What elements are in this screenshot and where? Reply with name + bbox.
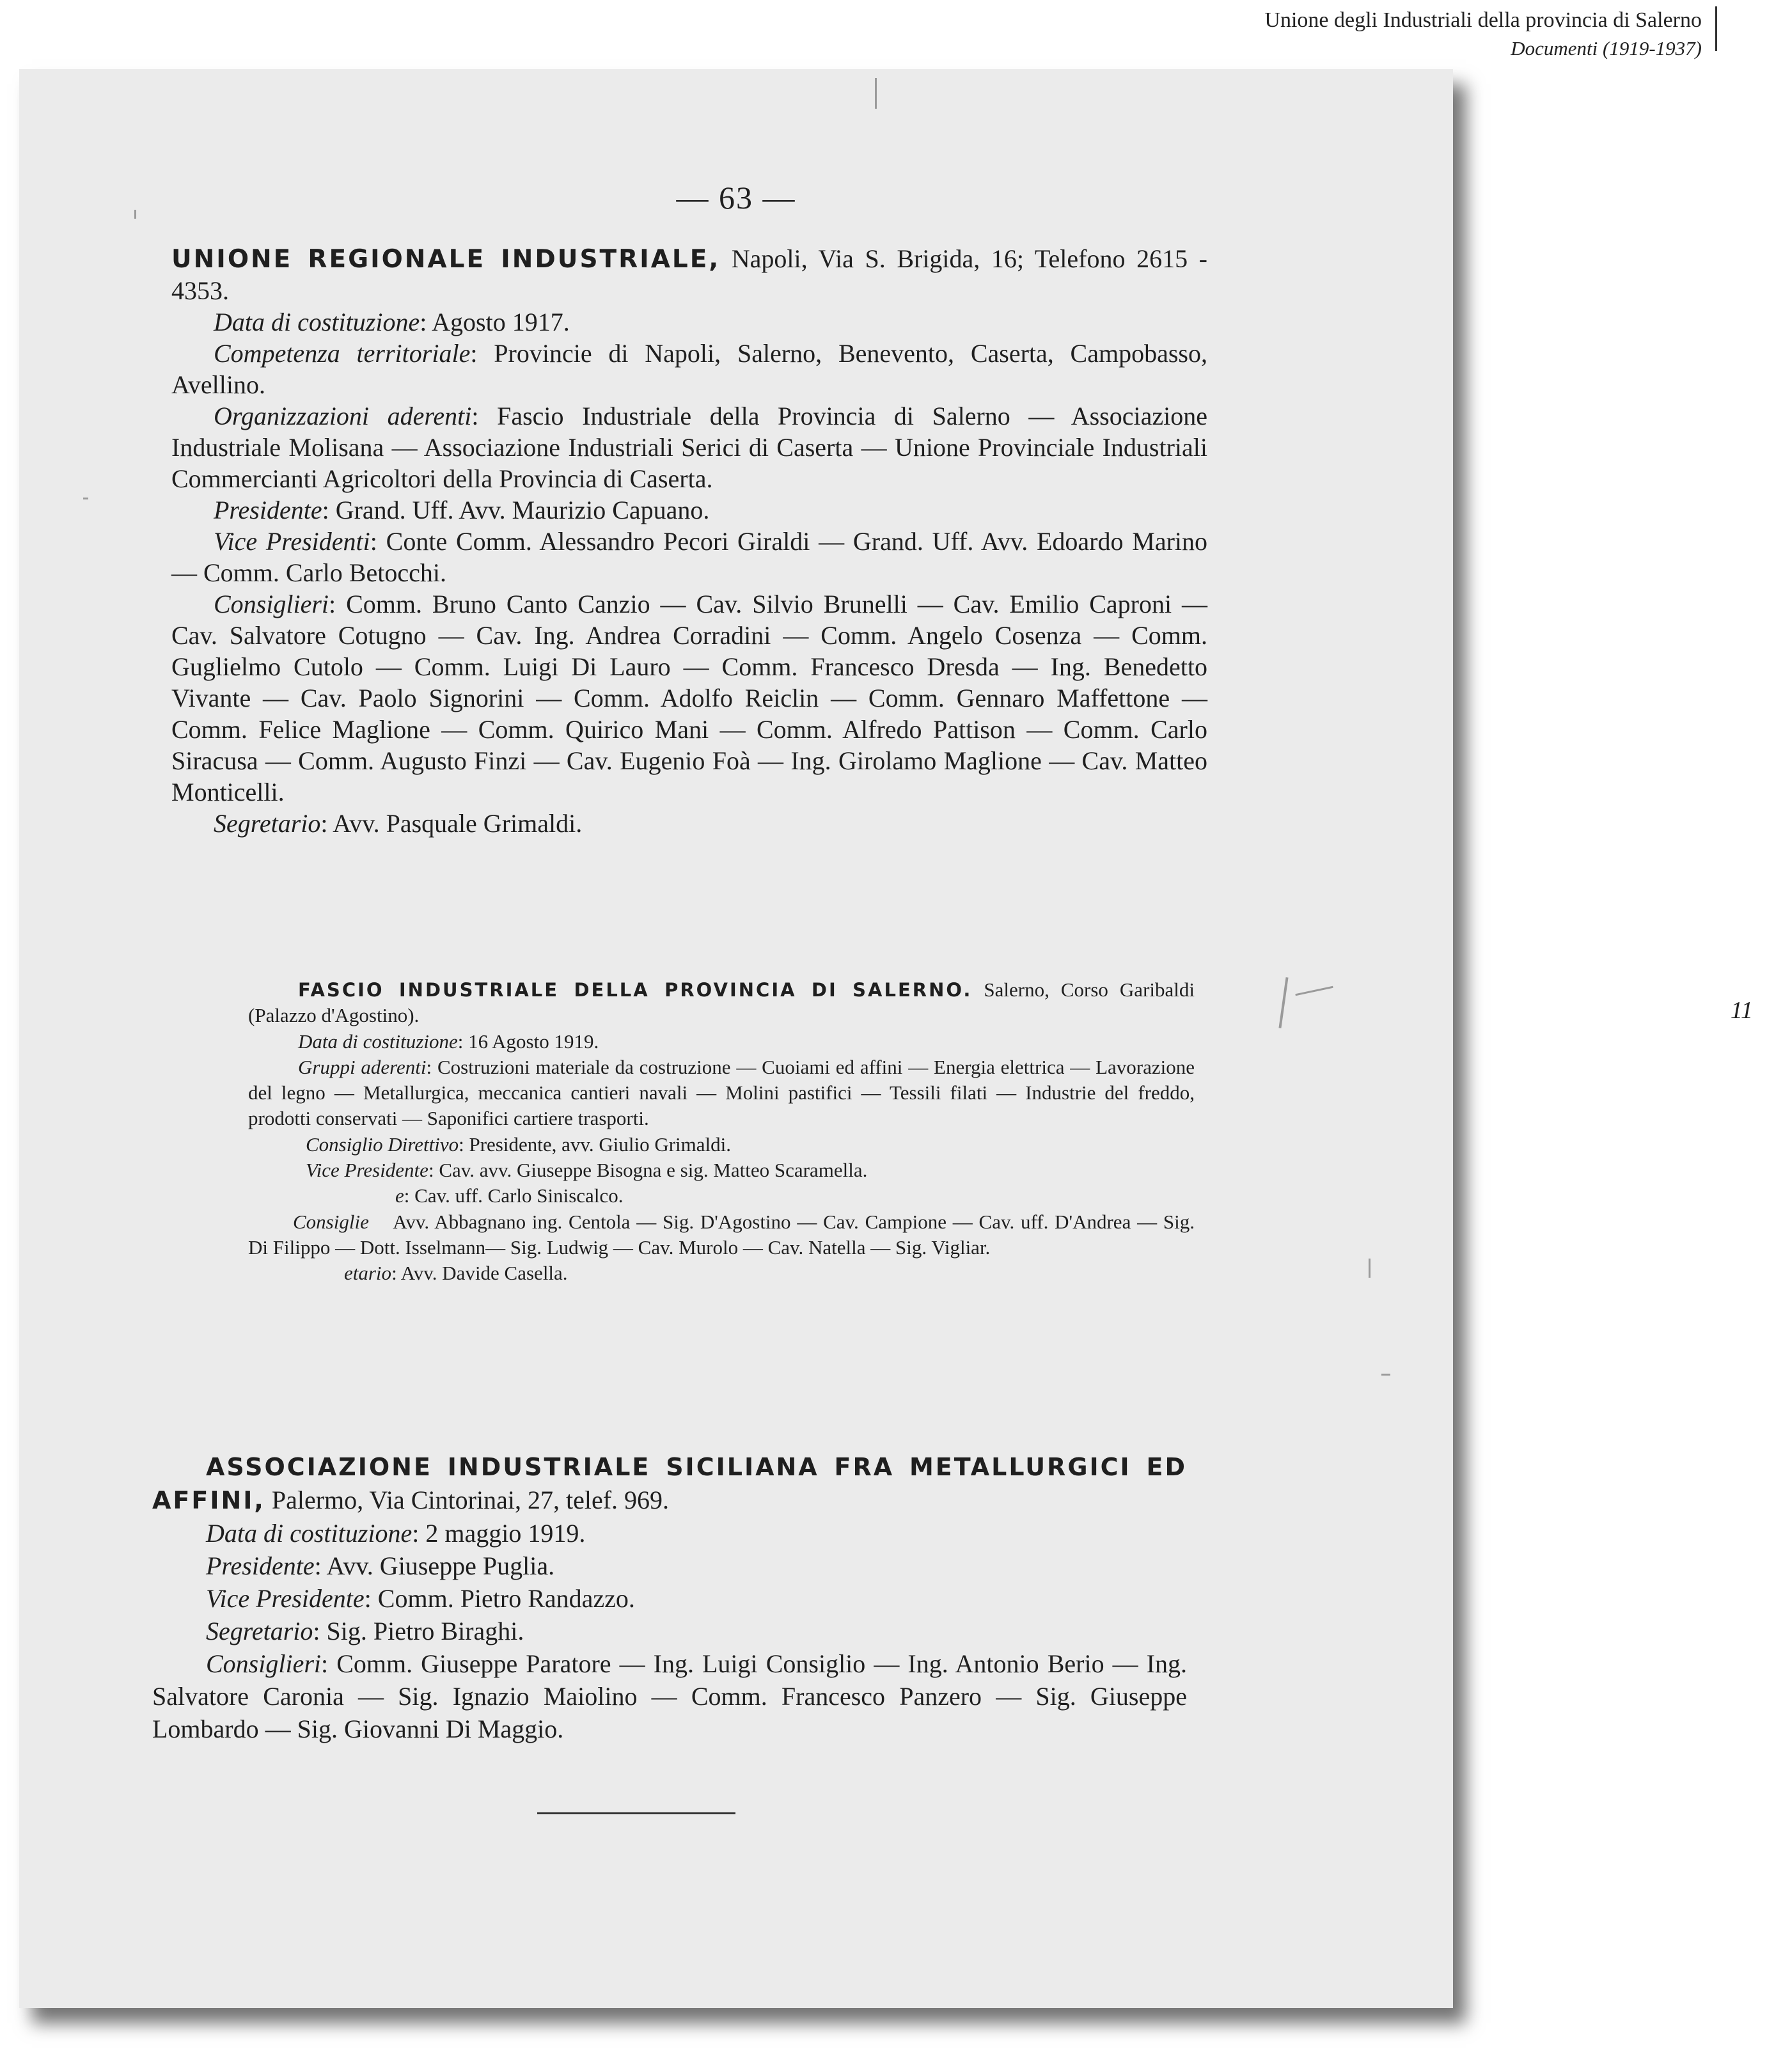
org-address: Palermo, Via Cintorinai, 27, telef. 969. <box>265 1486 670 1514</box>
field-value: Presidente, avv. Giulio Grimaldi. <box>469 1133 732 1156</box>
field-value: Comm. Bruno Canto Canzio — Cav. Silvio Brunelli — Cav. Emilio Caproni — Cav. Salvatore Cotugno — Cav. Ing. Andrea Corradini — Comm. Angelo Cosenza — Comm. Guglielmo Cutolo — Comm. Luigi Di Lauro — Comm. Francesco Dresda — Ing. Benedetto Vivante — Cav. Paolo Signorini — Comm. Adolfo Reiclin — Comm. Gennaro Maffettone — Comm. Felice Maglione — Comm. Quirico Mani — Comm. Alfredo Pattison — Comm. Carlo Siracusa — Comm. Augusto Finzi — Cav. Eugenio Foà — Ing. Girolamo Maglione — Cav. Matteo Monticelli. <box>171 590 1207 806</box>
field-value: Agosto 1917. <box>432 308 570 336</box>
field-label: Data di costituzione <box>214 308 420 336</box>
scan-mark <box>83 498 88 499</box>
entry-heading <box>171 243 1207 306</box>
org-address: Salerno, Corso Garibaldi (Palazzo d'Agostino). <box>248 978 1195 1027</box>
field-label: Presidente <box>206 1551 315 1580</box>
field-label: Consiglieri <box>214 590 329 618</box>
field-value: Comm. Pietro Randazzo. <box>377 1584 635 1613</box>
field-label: Data di costituzione <box>298 1030 458 1053</box>
entry-line: Segretario: Avv. Pasquale Grimaldi. <box>214 809 583 838</box>
field-value: Comm. Giuseppe Paratore — Ing. Luigi Consiglio — Ing. Antonio Berio — Ing. Salvatore Caronia — Sig. Ignazio Maiolino — Comm. Francesco Panzero — Sig. Giuseppe Lombardo — Sig. Giovanni Di Maggio. <box>152 1649 1187 1743</box>
field-value: Grand. Uff. Avv. Maurizio Capuano. <box>335 496 710 524</box>
field-label: Vice Presidenti <box>214 527 370 556</box>
field-label: Vice Presidente <box>306 1159 428 1182</box>
entry-line: Competenza territoriale: Provincie di Napoli, Salerno, Benevento, Caserta, Campobasso, Avellino. <box>171 339 1207 399</box>
entry-line: e: Cav. uff. Carlo Siniscalco. <box>395 1184 624 1207</box>
field-label: Vice Presidente <box>206 1584 365 1613</box>
field-value: Cav. uff. Carlo Siniscalco. <box>414 1184 624 1207</box>
field-value: Costruzioni materiale da costruzione — Cuoiami ed affini — Energia elettrica — Lavorazione del legno — Metallurgica, meccanica cantieri navali — Molini pastifici — Tessili filati — Industrie del freddo, prodotti conservati — Saponifici cartiere trasporti. <box>248 1055 1195 1130</box>
entry-heading <box>152 1450 1187 1517</box>
entry-associazione-siciliana <box>152 1450 1187 1745</box>
series-subtitle: Documenti (1919-1937) <box>1511 37 1702 59</box>
field-value: Conte Comm. Alessandro Pecori Giraldi — Grand. Uff. Avv. Edoardo Marino — Comm. Carlo Betocchi. <box>171 527 1208 587</box>
header-vertical-rule <box>1715 6 1717 51</box>
entry-line: Data di costituzione: 2 maggio 1919. <box>206 1519 586 1548</box>
scan-mark <box>875 78 877 109</box>
field-label: etario <box>344 1262 392 1285</box>
org-name: ASSOCIAZIONE INDUSTRIALE SICILIANA FRA METALLURGICI ED AFFINI, <box>152 1453 1187 1514</box>
entry-line: Vice Presidente: Comm. Pietro Randazzo. <box>206 1584 635 1613</box>
field-label: Consiglieri <box>206 1649 322 1678</box>
entry-heading <box>248 977 1195 1029</box>
entry-line: Gruppi aderenti: Costruzioni materiale da costruzione — Cuoiami ed affini — Energia elettrica — Lavorazione del legno — Metallurgica, meccanica cantieri navali — Molini pastifici — Tessili filati — Industrie del freddo, prodotti conservati — Saponifici cartiere trasporti. <box>248 1055 1195 1130</box>
field-label: Consiglie <box>293 1210 369 1233</box>
field-value: Avv. Pasquale Grimaldi. <box>333 809 583 838</box>
field-value: Cav. avv. Giuseppe Bisogna e sig. Matteo Scaramella. <box>439 1159 868 1182</box>
field-label: Data di costituzione <box>206 1519 412 1548</box>
field-value: Avv. Davide Casella. <box>400 1262 568 1285</box>
org-name: FASCIO INDUSTRIALE DELLA PROVINCIA DI SALERNO. <box>298 979 973 1001</box>
entry-line: Presidente: Avv. Giuseppe Puglia. <box>206 1551 555 1580</box>
field-label: Gruppi aderenti <box>298 1055 427 1078</box>
scan-mark <box>1295 986 1333 996</box>
entry-line: Data di costituzione: 16 Agosto 1919. <box>298 1030 599 1053</box>
field-label: Organizzazioni aderenti <box>214 402 472 430</box>
field-value: Avv. Abbagnano ing. Centola — Sig. D'Agostino — Cav. Campione — Cav. uff. D'Andrea — Sig. Di Filippo — Dott. Isselmann— Sig. Ludwig — Cav. Murolo — Cav. Natella — Sig. Vigliar. <box>248 1210 1195 1259</box>
org-name: UNIONE REGIONALE INDUSTRIALE, <box>171 245 721 274</box>
org-address: Napoli, Via S. Brigida, 16; Telefono 2615 - 4353. <box>171 244 1207 305</box>
entry-line: Vice Presidenti: Conte Comm. Alessandro Pecori Giraldi — Grand. Uff. Avv. Edoardo Marino — Comm. Carlo Betocchi. <box>171 527 1208 587</box>
field-label: Presidente <box>214 496 322 524</box>
field-label: Consiglio Direttivo <box>306 1133 459 1156</box>
entry-line: Consiglieri: Comm. Giuseppe Paratore — Ing. Luigi Consiglio — Ing. Antonio Berio — Ing. Salvatore Caronia — Sig. Ignazio Maiolino — Comm. Francesco Panzero — Sig. Giuseppe Lombardo — Sig. Giovanni Di Maggio. <box>152 1649 1187 1743</box>
folio-number: 11 <box>1730 997 1753 1024</box>
series-title: Unione degli Industriali della provincia di Salerno <box>1264 8 1702 32</box>
field-value: 2 maggio 1919. <box>425 1519 586 1548</box>
field-label: e <box>395 1184 404 1207</box>
entry-line: etario: Avv. Davide Casella. <box>344 1262 568 1285</box>
entry-line <box>248 1209 1195 1261</box>
field-label: Segretario <box>214 809 321 838</box>
field-label: Segretario <box>206 1617 313 1645</box>
entry-line: Vice Presidente: Cav. avv. Giuseppe Bisogna e sig. Matteo Scaramella. <box>306 1159 868 1182</box>
scan-mark <box>1381 1374 1390 1376</box>
scan-content <box>19 69 1453 2008</box>
entry-line: Consiglieri: Comm. Bruno Canto Canzio — Cav. Silvio Brunelli — Cav. Emilio Caproni — Cav. Salvatore Cotugno — Cav. Ing. Andrea Corradini — Comm. Angelo Cosenza — Comm. Guglielmo Cutolo — Comm. Luigi Di Lauro — Comm. Francesco Dresda — Ing. Benedetto Vivante — Cav. Paolo Signorini — Comm. Adolfo Reiclin — Comm. Gennaro Maffettone — Comm. Felice Maglione — Comm. Quirico Mani — Comm. Alfredo Pattison — Comm. Carlo Siracusa — Comm. Augusto Finzi — Cav. Eugenio Foà — Ing. Girolamo Maglione — Cav. Matteo Monticelli. <box>171 590 1207 806</box>
scan-mark <box>134 210 136 219</box>
entry-unione-regionale <box>171 243 1207 839</box>
closing-rule <box>537 1812 735 1814</box>
entry-line: Consiglio Direttivo: Presidente, avv. Giulio Grimaldi. <box>306 1133 732 1156</box>
entry-fascio-industriale <box>248 977 1195 1287</box>
entry-line: Presidente: Grand. Uff. Avv. Maurizio Capuano. <box>214 496 710 524</box>
page-number: — 63 — <box>676 180 796 216</box>
field-value: 16 Agosto 1919. <box>468 1030 599 1053</box>
field-value: Sig. Pietro Biraghi. <box>326 1617 524 1645</box>
entry-line: Data di costituzione: Agosto 1917. <box>214 308 570 336</box>
scan-mark <box>1278 977 1288 1028</box>
scanned-page <box>19 69 1453 2008</box>
entry-line: Segretario: Sig. Pietro Biraghi. <box>206 1617 524 1645</box>
field-value: Fascio Industriale della Provincia di Salerno — Associazione Industriale Molisana — Associazione Industriali Serici di Caserta — Unione Provinciale Industriali Commercianti Agricoltori della Provincia di Caserta. <box>171 402 1207 493</box>
field-value: Avv. Giuseppe Puglia. <box>326 1551 555 1580</box>
field-value: Provincie di Napoli, Salerno, Benevento, Caserta, Campobasso, Avellino. <box>171 339 1207 399</box>
scan-mark <box>1369 1259 1370 1278</box>
field-label: Competenza territoriale <box>214 339 471 368</box>
running-header <box>1062 6 1702 63</box>
entry-line: Organizzazioni aderenti: Fascio Industriale della Provincia di Salerno — Associazione Industriale Molisana — Associazione Industriali Serici di Caserta — Unione Provinciale Industriali Commercianti Agricoltori della Provincia di Caserta. <box>171 402 1207 493</box>
